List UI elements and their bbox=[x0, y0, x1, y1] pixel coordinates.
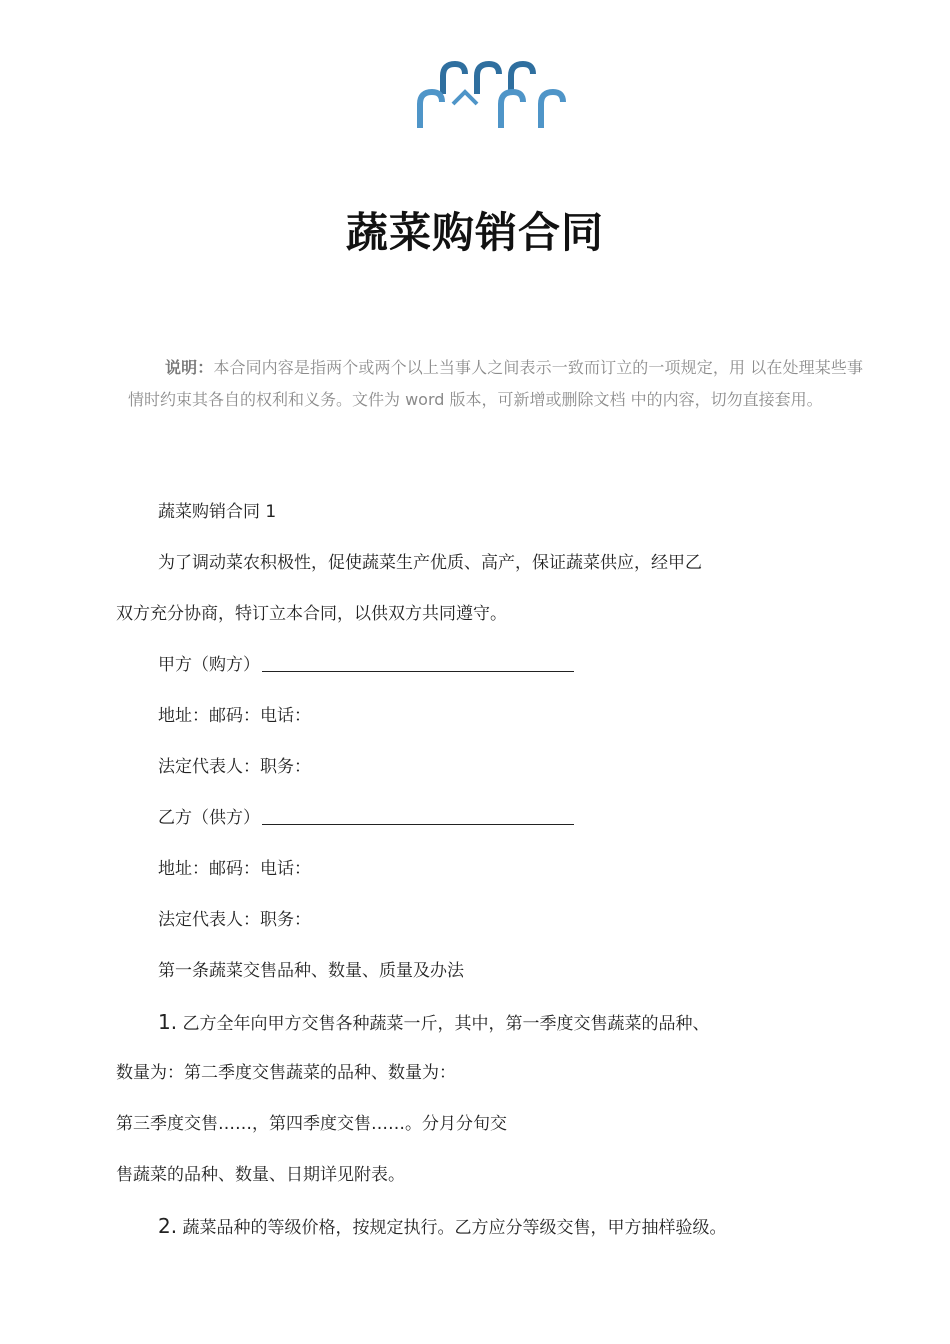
item-2-number: 2. bbox=[158, 1214, 178, 1238]
item-2-text-a: 蔬菜品种的等级价格，按规定执行。乙方应分等级交售，甲方抽样验级。 bbox=[177, 1218, 727, 1238]
item-1-number: 1. bbox=[158, 1010, 178, 1034]
party-b-address: 地址：邮码：电话： bbox=[158, 859, 311, 879]
item-2-line-a bbox=[158, 1214, 727, 1240]
note-label: 说明： bbox=[165, 358, 214, 377]
item-1-line-a bbox=[158, 1010, 710, 1036]
intro-line-2: 双方充分协商，特订立本合同，以供双方共同遵守。 bbox=[116, 604, 507, 624]
article-1-heading: 第一条蔬菜交售品种、数量、质量及办法 bbox=[158, 961, 464, 981]
item-1-text-a: 乙方全年向甲方交售各种蔬菜一斤，其中，第一季度交售蔬菜的品种、 bbox=[177, 1014, 710, 1034]
party-b-line bbox=[158, 806, 574, 830]
explanation-note bbox=[128, 352, 863, 416]
note-text: 本合同内容是指两个或两个以上当事人之间表示一致而订立的一项规定，用 以在处理某些事情时约束其各自的权利和义务。文件为 word 版本，可新增或删除文档 中的内容，切勿直接套用。 bbox=[128, 358, 863, 409]
contract-heading: 蔬菜购销合同 1 bbox=[158, 502, 277, 522]
document-title: 蔬菜购销合同 bbox=[345, 208, 604, 257]
party-b-label: 乙方（供方） bbox=[158, 808, 260, 828]
party-b-representative: 法定代表人：职务： bbox=[158, 910, 311, 930]
party-a-line bbox=[158, 653, 574, 677]
item-1-line-b: 数量为：第二季度交售蔬菜的品种、数量为： bbox=[116, 1063, 456, 1083]
party-b-blank[interactable] bbox=[262, 807, 574, 825]
item-1-line-c: 第三季度交售……，第四季度交售……。分月分旬交 bbox=[116, 1114, 507, 1134]
party-a-representative: 法定代表人：职务： bbox=[158, 757, 311, 777]
party-a-blank[interactable] bbox=[262, 654, 574, 672]
item-1-line-d: 售蔬菜的品种、数量、日期详见附表。 bbox=[116, 1165, 405, 1185]
party-a-address: 地址：邮码：电话： bbox=[158, 706, 311, 726]
party-a-label: 甲方（购方） bbox=[158, 655, 260, 675]
intro-line-1: 为了调动菜农积极性，促使蔬菜生产优质、高产，保证蔬菜供应，经甲乙 bbox=[158, 553, 702, 573]
brand-logo bbox=[415, 58, 570, 132]
